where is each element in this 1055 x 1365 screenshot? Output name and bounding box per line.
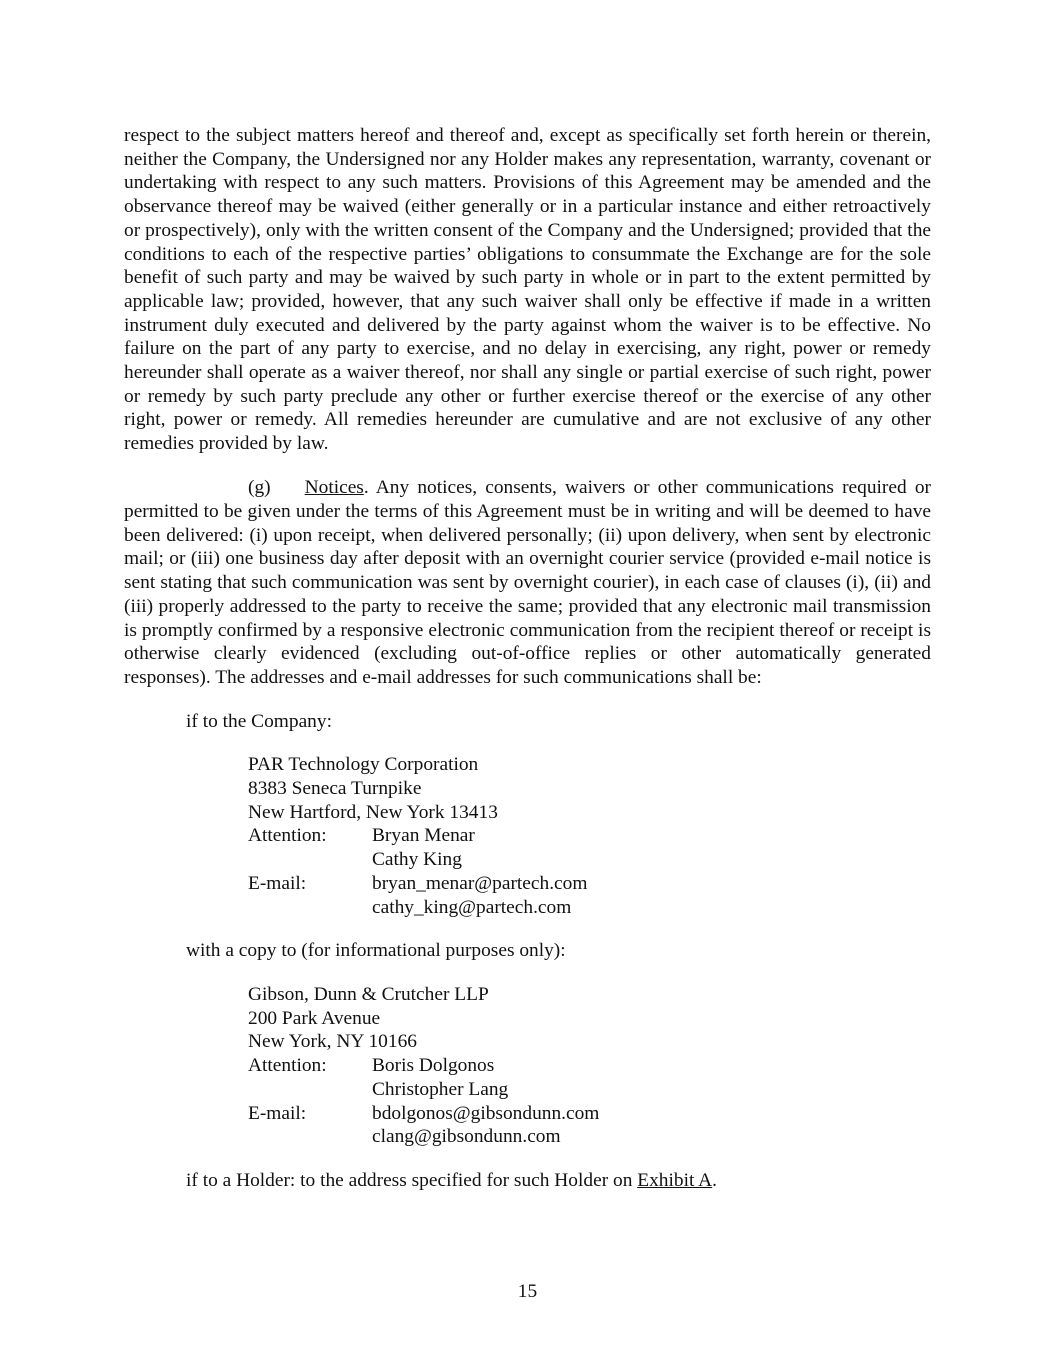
label-spacer xyxy=(248,896,372,920)
company-address-block xyxy=(248,753,931,919)
firm-city: New York, NY 10166 xyxy=(248,1031,417,1053)
section-g-marker: (g) xyxy=(248,477,271,499)
section-g-body: Any notices, consents, waivers or other communications required or permitted to be given under the terms of this Agreement must be in writing and will be deemed to have been delivered: (i) upon receipt, when delivered personally; (ii) upon delivery, when sent by electronic mail; or (iii) one business day after deposit with an overnight courier service (provided e-mail notice is sent stating that such communication was sent by overnight courier), in each case of clauses (i), (ii) and (iii) properly addressed to the party to receive the same; provided that any electronic mail transmission is promptly confirmed by a responsive electronic communication from the recipient thereof or receipt is otherwise clearly evidenced (excluding out-of-office replies or other automatically generated responses). The addresses and e-mail addresses for such communications shall be: xyxy=(124,477,931,688)
holder-line-prefix: if to a Holder: to the address specified for such Holder on xyxy=(186,1169,638,1191)
holder-line xyxy=(186,1169,931,1193)
firm-email-row xyxy=(248,1102,931,1126)
firm-attention-row-2 xyxy=(248,1078,931,1102)
email-address: bdolgonos@gibsondunn.com xyxy=(372,1102,600,1124)
section-g-heading-punct: . xyxy=(363,477,369,499)
label-spacer xyxy=(248,1078,372,1102)
firm-attention-row xyxy=(248,1054,931,1078)
page-number: 15 xyxy=(517,1281,538,1302)
company-attention-row-2 xyxy=(248,848,931,872)
email-address: cathy_king@partech.com xyxy=(372,896,572,918)
firm-email-row-2 xyxy=(248,1125,931,1149)
company-email-row-2 xyxy=(248,896,931,920)
label-spacer xyxy=(248,1125,372,1149)
company-city: New Hartford, New York 13413 xyxy=(248,801,498,823)
attention-name: Christopher Lang xyxy=(372,1078,509,1100)
company-intro: if to the Company: xyxy=(186,710,332,732)
company-name: PAR Technology Corporation xyxy=(248,754,479,776)
exhibit-a-reference: Exhibit A xyxy=(637,1169,713,1191)
attention-label: Attention: xyxy=(248,825,327,847)
email-address: bryan_menar@partech.com xyxy=(372,872,588,894)
email-label: E-mail: xyxy=(248,1102,307,1124)
attention-name: Boris Dolgonos xyxy=(372,1055,495,1077)
copy-address-block xyxy=(248,983,931,1149)
attention-name: Bryan Menar xyxy=(372,825,475,847)
section-g-notices xyxy=(124,476,931,689)
attention-label: Attention: xyxy=(248,1055,327,1077)
section-g-heading: Notices xyxy=(304,477,364,499)
company-email-row xyxy=(248,872,931,896)
email-address: clang@gibsondunn.com xyxy=(372,1126,561,1148)
attention-name: Cathy King xyxy=(372,849,462,871)
firm-street: 200 Park Avenue xyxy=(248,1007,381,1029)
holder-line-suffix: . xyxy=(712,1169,717,1191)
company-street: 8383 Seneca Turnpike xyxy=(248,778,422,800)
copy-intro: with a copy to (for informational purposes only): xyxy=(186,940,566,962)
firm-name: Gibson, Dunn & Crutcher LLP xyxy=(248,984,489,1005)
company-attention-row xyxy=(248,824,931,848)
email-label: E-mail: xyxy=(248,872,307,894)
document-body xyxy=(124,124,931,1193)
label-spacer xyxy=(248,848,372,872)
paragraph-continuation: respect to the subject matters hereof and thereof and, except as specifically set forth herein or therein, neither the Company, the Undersigned nor any Holder makes any representation, warranty, covenant or undertaking with respect to any such matters. Provisions of this Agreement may be amended and the observance thereof may be waived (either generally or in a particular instance and either retroactively or prospectively), only with the written consent of the Company and the Undersigned; provided that the conditions to each of the respective parties’ obligations to consummate the Exchange are for the sole benefit of such party and may be waived by such party in whole or in part to the extent permitted by applicable law; provided, however, that any such waiver shall only be effective if made in a written instrument duly executed and delivered by the party against whom the waiver is to be effective. No failure on the part of any party to exercise, and no delay in exercising, any right, power or remedy hereunder shall operate as a waiver thereof, nor shall any single or partial exercise of such right, power or remedy by such party preclude any other or further exercise thereof or the exercise of any other right, power or remedy. All remedies hereunder are cumulative and are not exclusive of any other remedies provided by law. xyxy=(124,125,931,455)
